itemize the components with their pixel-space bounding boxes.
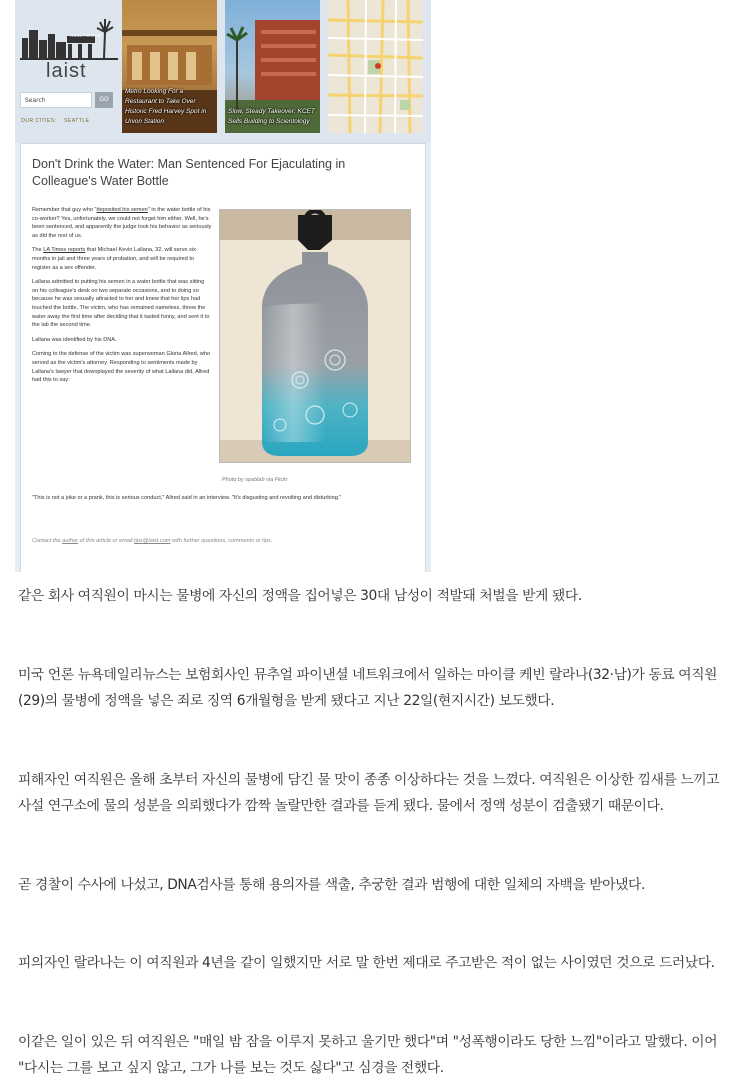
cities-row (21, 118, 89, 124)
article-paragraph (32, 246, 212, 272)
text: Remember that guy who " (32, 207, 97, 213)
laist-header (15, 0, 431, 143)
korean-paragraph: 미국 언론 뉴욕데일리뉴스는 보험회사인 뮤추얼 파이낸셜 네트워크에서 일하는 마이클 케빈 랄라나(32·남)가 동료 여직원(29)의 물병에 정액을 넣은 죄로 징역 6개월형을 받게 됐다고 지난 22일(현지시간) 보도했다. (18, 667, 718, 709)
article-paragraph: Lallana admitted to putting his semen in a water bottle that was sitting on his colleague's desk on two separate occasions, and to doing so because he was sexually attracted to her and knew that her lips had touched the bottle. The victim, who has remained nameless, threw the water away the first time after deciding that it tasted funny, and sent it to the lab the second time. (32, 279, 210, 329)
map-thumbnail-image (328, 0, 423, 133)
korean-paragraph: 같은 회사 여직원이 마시는 물병에 자신의 정액을 집어넣은 30대 남성이 적발돼 처벌을 받게 됐다. (18, 588, 582, 604)
laist-article (20, 143, 426, 572)
article-title: Don't Drink the Water: Man Sentenced For Ejaculating in Colleague's Water Bottle (32, 157, 346, 188)
tips-email-link[interactable]: tips@laist.com (134, 538, 171, 544)
thumb-caption: Slow, Steady Takeover: KCET Sells Building to Scientology (228, 108, 315, 125)
text: of this article or email (78, 538, 135, 544)
deposited-link[interactable]: deposited his semen (96, 207, 148, 213)
author-link[interactable]: author (62, 538, 79, 544)
search-input[interactable]: Search (20, 92, 92, 108)
article-paragraph (32, 206, 212, 240)
text: that Michael Kevin Lallana, 32, will serve six months in jail and three years of probation, and will be required to register as a sex offender. (32, 247, 196, 271)
thumb-union-station[interactable] (122, 0, 217, 133)
laist-badge: HOLLYWOOD (70, 33, 102, 38)
search-go-button[interactable]: GO (95, 92, 113, 108)
text: The (32, 247, 44, 254)
article-paragraph: Coming to the defense of the victim was superwoman Gloria Allred, who served as the victim's attorney. Responding to sentiments made by Lallana's lawyer that downplayed the severity of what Lallana did, Allred had this to say: (32, 351, 211, 384)
article-body (32, 206, 212, 391)
laist-logo[interactable]: laist (46, 60, 87, 82)
thumb-kcet[interactable] (225, 0, 320, 133)
korean-paragraph: 피해자인 여직원은 올해 초부터 자신의 물병에 담긴 물 맛이 종종 이상하다는 것을 느꼈다. 여직원은 이상한 낌새를 느끼고 사설 연구소에 물의 성분을 의뢰했다가 깜짝 놀랄만한 결과를 듣게 됐다. 물에서 정액 성분이 검출됐기 때문이다. (18, 772, 720, 814)
korean-paragraph: 피의자인 랄라나는 이 여직원과 4년을 같이 일했지만 서로 말 한번 제대로 주고받은 적이 없는 사이였던 것으로 드러났다. (18, 955, 715, 971)
cities-label: OUR CITIES: (21, 118, 57, 124)
embedded-article-screenshot (15, 0, 431, 572)
city-seattle-link[interactable]: SEATTLE (64, 118, 90, 124)
text: Contact the (32, 538, 63, 544)
text: with further questions, comments or tips. (170, 538, 273, 544)
korean-paragraph: 곧 경찰이 수사에 나섰고, DNA검사를 통해 용의자를 색출, 추궁한 결과 범행에 대한 일체의 자백을 받아냈다. (18, 877, 645, 893)
korean-paragraph: 이같은 일이 있은 뒤 여직원은 "매일 밤 잠을 이루지 못하고 울기만 했다"며 "성폭행이라도 당한 느낌"이라고 말했다. 이어 "다시는 그를 보고 싶지 않고, 그가 나를 보는 것도 싫다"고 심경을 전했다. (18, 1034, 718, 1076)
thumb-caption: Metro Looking For a Restaurant to Take Over Historic Fred Harvey Spot in Union Station (125, 88, 207, 125)
laist-brand (18, 0, 118, 143)
article-paragraph: Lallana was identified by his DNA. (32, 336, 117, 343)
text: " in the water bottle of his co-worker? Yes, unfortunately, we could not forget him either. Well, he's been sentenced, and apparently the judge took his behavior as seriously as did the rest of us. (32, 207, 212, 239)
article-quote: "This is not a joke or a prank, this is serious conduct," Allred said in an interview. "It's disgusting and revolting and disturbing." (32, 495, 342, 501)
skyline-logo-icon (20, 16, 118, 60)
water-bottle-photo (219, 209, 411, 463)
article-contact-line (32, 538, 417, 544)
photo-credit: Photo by spablab via Flickr (222, 477, 288, 483)
water-bottle-image (220, 210, 410, 462)
la-times-link[interactable]: LA Times reports (43, 247, 86, 254)
thumb-map[interactable] (328, 0, 423, 133)
